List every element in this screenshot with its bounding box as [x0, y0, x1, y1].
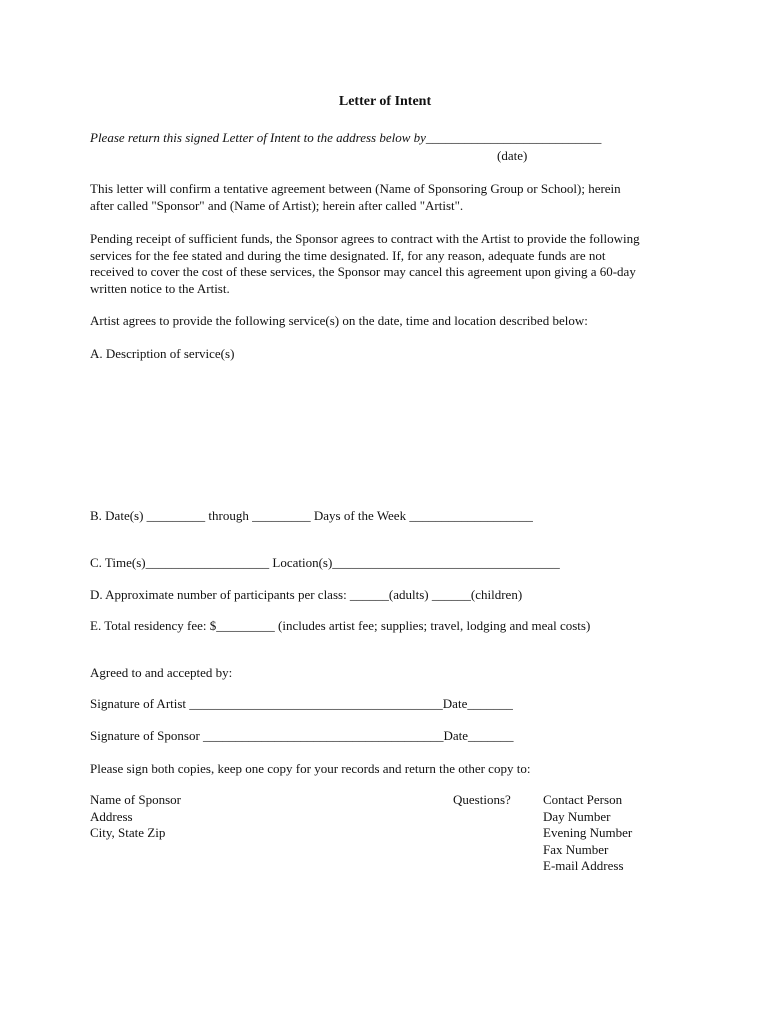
paragraph-line: Pending receipt of sufficient funds, the Sponsor agrees to contract with the Artist to provide the following — [90, 231, 640, 246]
item-dates: B. Date(s) _________ through _________ Days of the Week ___________________ — [90, 508, 533, 523]
contact-block — [543, 792, 632, 875]
paragraph-line: This letter will confirm a tentative agreement between (Name of Sponsoring Group or School); herein — [90, 181, 621, 196]
item-description: A. Description of service(s) — [90, 346, 235, 361]
agreed-label: Agreed to and accepted by: — [90, 665, 233, 680]
contact-line: E-mail Address — [543, 858, 624, 873]
item-fee: E. Total residency fee: $_________ (includes artist fee; supplies; travel, lodging and meal costs) — [90, 618, 591, 633]
paragraph-funding — [90, 231, 690, 297]
signature-sponsor-line: Signature of Sponsor _____________________________________Date_______ — [90, 728, 514, 743]
contact-line: Contact Person — [543, 792, 623, 807]
item-participants: D. Approximate number of participants per class: ______(adults) ______(children) — [90, 587, 523, 602]
return-by-line: Please return this signed Letter of Intent to the address below by___________________________ — [90, 130, 602, 145]
address-line: Name of Sponsor — [90, 792, 181, 807]
address-line: Address — [90, 808, 133, 824]
contact-line: Fax Number — [543, 841, 609, 857]
sponsor-address-block — [90, 792, 181, 842]
paragraph-line: written notice to the Artist. — [90, 280, 230, 296]
contact-line: Day Number — [543, 808, 611, 824]
address-line: City, State Zip — [90, 825, 166, 840]
item-time-location: C. Time(s)___________________ Location(s)___________________________________ — [90, 555, 560, 570]
paragraph-line: services for the fee stated and during the time designated. If, for any reason, adequate funds are not — [90, 247, 606, 263]
document-title: Letter of Intent — [338, 94, 432, 109]
questions-label: Questions? — [453, 792, 511, 807]
sign-instructions: Please sign both copies, keep one copy for your records and return the other copy to: — [90, 761, 531, 776]
paragraph-line: after called "Sponsor" and (Name of Artist); herein after called "Artist". — [90, 197, 464, 213]
signature-artist-line: Signature of Artist _______________________________________Date_______ — [90, 696, 513, 711]
paragraph-agreement — [90, 181, 690, 214]
contact-line: Evening Number — [543, 825, 633, 840]
date-caption: (date) — [497, 148, 528, 163]
paragraph-services: Artist agrees to provide the following service(s) on the date, time and location described below: — [90, 313, 588, 328]
paragraph-line: received to cover the cost of these services, the Sponsor may cancel this agreement upon giving a 60-day — [90, 264, 636, 279]
